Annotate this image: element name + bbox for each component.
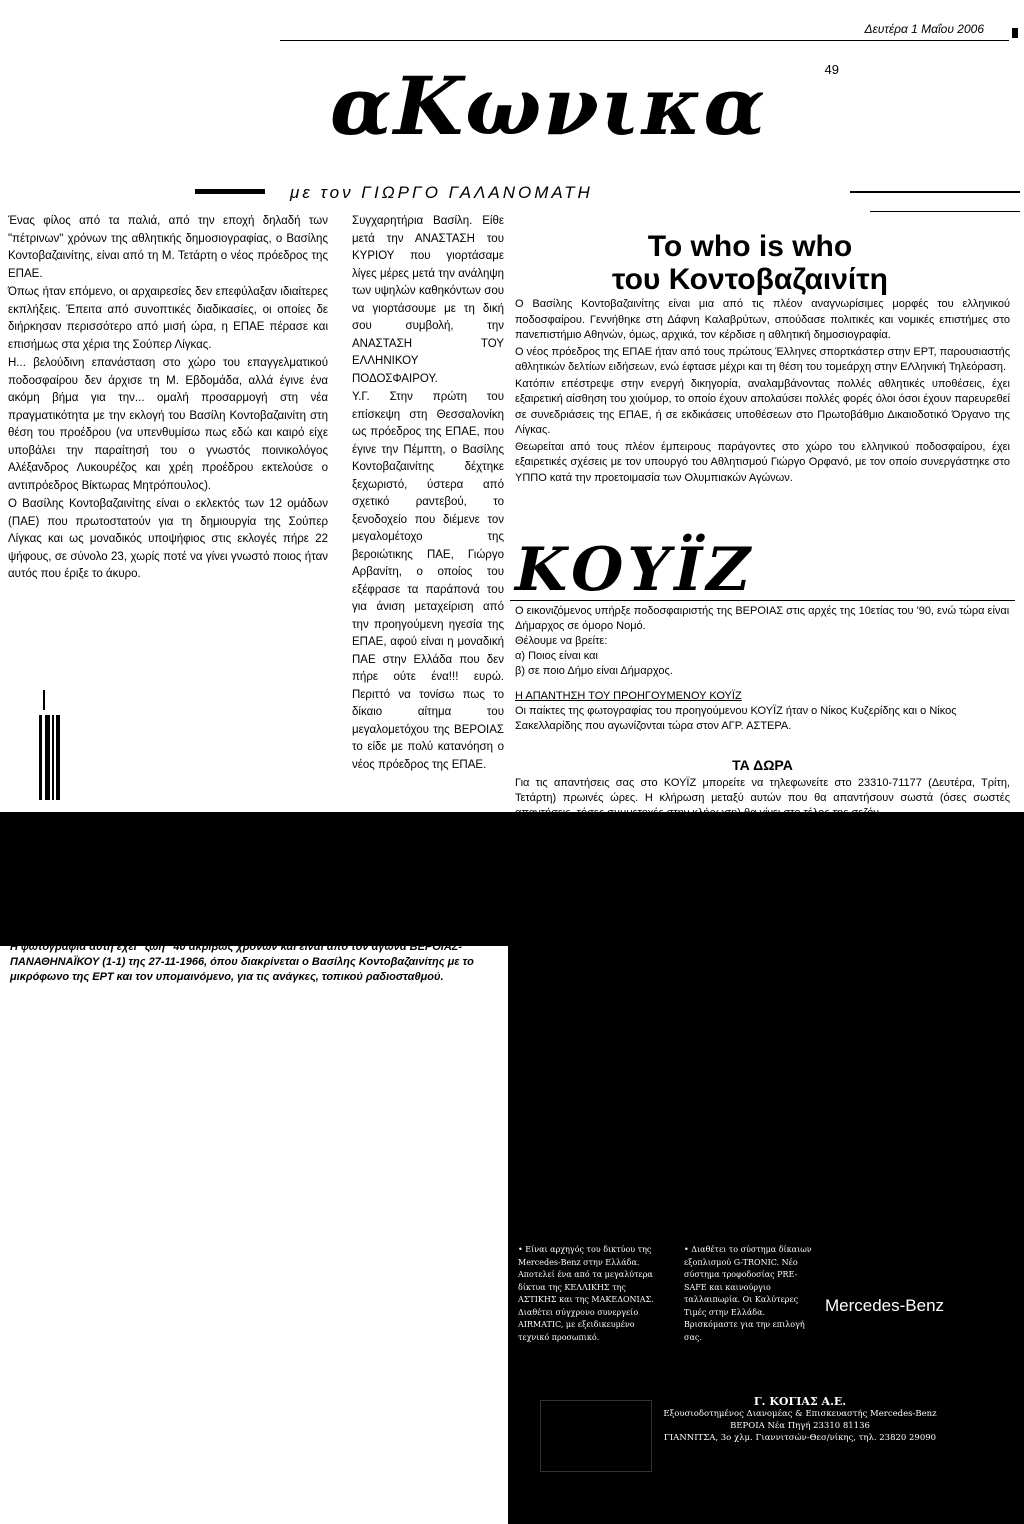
article-column-1: [8, 213, 328, 585]
ad-text-column-1: • Είναι αρχηγός του δικτύου της Mercedes-Benz στην Ελλάδα. Αποτελεί ένα από τα μεγαλύτερα δίκτυα της ΚΕΛΛΙΚΗΣ της ΑΣΤΙΚΗΣ και της ΜΑΚΕΔΟΝΙΑΣ. Διαθέτει σύγχρονο συνεργείο AIRMATIC, με εξειδικευμένο τεχνικό προσωπικό.: [518, 1245, 654, 1342]
ad-business-line: Εξουσιοδοτημένος Διανομέας & Επισκευαστής Mercedes-Benz: [663, 1409, 937, 1419]
decorative-rule-left: [195, 189, 265, 194]
column-masthead: αΚωνικα: [330, 59, 768, 153]
article-paragraph: Όπως ήταν επόμενο, οι αρχαιρεσίες δεν επεφύλαξαν ιδιαίτερες εκπλήξεις. Έπειτα από συνοπτικές διαδικασίες, οι οποίες δε διήρκησαν περισσότερο από μισή ώρα, η ΕΠΑΕ πέρασε και επισήμως στα χέρια της Σούπερ Λίγκας.: [8, 286, 328, 351]
ad-business-info: [660, 1396, 940, 1444]
whoiswho-paragraph: Κατόπιν επέστρεψε στην ενεργή δικηγορία, αναλαμβάνοντας πολλές αθλητικές υποθέσεις, έχει εξαιρετική αίσθηση του χιούμορ, το οποίο έχουν απολαύσει πολλές φορές όλοι όσοι έχουν παρευρεθεί σε συνεδριάσεις της ΕΠΑΕ, ή σε εκδικάσεις υποθέσεων στο Πρωτοβάθμιο Δικαιοδοτικό Όργανο της Λίγκας.: [515, 377, 1010, 436]
quiz-rule: [510, 600, 1015, 601]
whoiswho-text: [515, 297, 1010, 487]
ad-business-line: ΒΕΡΟΙΑ Νέα Πηγή 23310 81136: [730, 1421, 870, 1431]
ad-brand-name: Mercedes-Benz: [825, 1296, 945, 1315]
top-rule: [280, 40, 1009, 41]
ad-text-column-2: • Διαθέτει το σύστημα δίκαιων εξοπλισμού G-TRONIC. Νέο σύστημα τροφοδοσίας PRE-SAFE και καινούργιο ταλλαιπωρία. Οι Καλύτερες Τιμές στην Ελλάδα. Βρισκόμαστε για την επιλογή σας.: [684, 1245, 812, 1342]
whoiswho-paragraph: Ο νέος πρόεδρος της ΕΠΑΕ ήταν από τους πρώτους Έλληνες σπορτκάστερ στην ΕΡΤ, παρουσιαστής αθλητικών δελτίων ειδήσεων, ενώ έφτασε μέχρι και τη θέση του τομεάρχη στην ΕΛληνική Τηλεόραση.: [515, 345, 1010, 373]
barcode-mark: [35, 690, 65, 800]
decorative-rule-right-2: [870, 211, 1020, 212]
decorative-rule-right: [850, 191, 1020, 193]
article-paragraph: Ο Βασίλης Κοντοβαζαινίτης είναι ο εκλεκτός των 12 ομάδων (ΠΑΕ) που πρωτοστατούν για τη δημιουργία της Σούπερ Λίγκας και ως μοναδικός υποψήφιος στις εκλογές πήρε 22 ψήφους, σε σύνολο 23, χωρίς ποτέ να γίνει γνωστό ποιος ήταν αυτός που έριξε το άκυρο.: [8, 498, 328, 580]
whoiswho-title-line-1: Το who is who: [647, 230, 853, 263]
ad-business-line: ΓΙΑΝΝΙΤΣΑ, 3ο χλμ. Γιαννιτσών-Θεσ/νίκης, τηλ. 23820 29090: [663, 1433, 937, 1443]
whoiswho-paragraph: Ο Βασίλης Κοντοβαζαινίτης είναι μια από τις πλέον αναγνωρίσιμες μορφές του ελληνικού ποδοσφαίρου. Γεννήθηκε στη Δάφνη Καλαβρύτων, σπούδασε πολιτικές και νομικές επιστήμες στο πανεπιστήμιο Αθηνών, όμως, αρχικά, τον κέρδισε η αθλητική δημοσιογραφία.: [515, 298, 1010, 341]
quiz-text: [515, 604, 1010, 734]
article-paragraph: Η... βελούδινη επανάσταση στο χώρο του επαγγελματικού ποδοσφαίρου δεν άρχισε τη Μ. Εβδομάδα, αλλά έγινε ένα ακόμη βήμα για την... ομαλή προσαρμογή στη νέα πραγματικότητα με την εκλογή του Βασίλη Κοντοβαζαινίτη στη θέση του προέδρου (να υπενθυμίσω πως εδώ και καιρό είχε υποβάλει την παραίτησή του ο γνωστός ποινικολόγος Αλέξανδρος Λυκουρέζος και χρέη προέδρου εκτελούσε ο αντιπρόεδρος Βίκτωρας Μητρόπουλος).: [8, 357, 328, 492]
quiz-line: Θέλουμε να βρείτε:: [515, 635, 608, 647]
byline: με τον ΓΙΩΡΓΟ ΓΑΛΑΝΟΜΑΤΗ: [290, 183, 593, 202]
whoiswho-paragraph: Θεωρείται από τους πλέον έμπειρους παράγοντες στο χώρο του ελληνικού ποδοσφαίρου, έχει εξαιρετικές σχέσεις με τον υπουργό του Αθλητισμού Γιώργο Ορφανό, με τον οποίο συνεργάστηκε στο ΥΠΠΟ κατά την προετοιμασία των Ολυμπιακών Αγώνων.: [515, 440, 1010, 484]
quiz-title: ΚΟΥΪΖ: [515, 535, 755, 605]
whoiswho-title: [520, 230, 980, 296]
quiz-line: α) Ποιος είναι και: [515, 650, 598, 662]
article-paragraph: Υ.Γ. Στην πρώτη του επίσκεψη στη Θεσσαλονίκη ως πρόεδρος της ΕΠΑΕ, που έγινε την Πέμπτη, ο Βασίλης Κοντοβαζαινίτης δέχτηκε ξεχωριστό, ύστερα από σχετικό ραντεβού, το ξενοδοχείο που διέμενε τον μεγαλομέτοχο της βεροιώτικης ΠΑΕ, Γιώργο Αρβανίτη, ο οποίος του εξέφρασε τα παράπονά του για άνιση μεταχείριση από την προηγούμενη ηγεσία της ΕΠΑΕ, αφού είναι η μοναδική ΠΑΕ στην Ελλάδα που δεν πήρε ούτε ένα!!! ευρώ. Περιττό να τονίσω πως το δίκαιο αίτημα του μεγαλομετόχου της ΒΕΡΟΙΑΣ το είδε με πολύ κατανόηση ο νέος πρόεδρος της ΕΠΑΕ.: [352, 391, 504, 771]
gifts-title: ΤΑ ΔΩΡΑ: [732, 757, 793, 773]
issue-date: Δευτέρα 1 Μαΐου 2006: [864, 22, 984, 36]
photo-caption: Η φωτογραφία αυτή έχει "ζωή" 40 ακριβώς χρόνων και είναι από τον αγώνα ΒΕΡΟΙΑΣ-ΠΑΝΑΘΗΝΑΪΚΟΥ (1-1) της 27-11-1966, όπου διακρίνεται ο Βασίλης Κοντοβαζαινίτης με το μικρόφωνο της ΕΡΤ και τον υπομαινόμενο, για τις ανάγκες, τοπικού ραδιοσταθμού.: [10, 941, 474, 983]
ad-business-name: Γ. ΚΟΓΙΑΣ Α.Ε.: [753, 1395, 847, 1408]
article-column-2: [352, 213, 504, 775]
quiz-line: β) σε ποιο Δήμο είναι Δήμαρχος.: [515, 665, 673, 677]
whoiswho-title-line-2: του Κοντοβαζαινίτη: [612, 263, 888, 296]
quiz-answer-heading: Η ΑΠΑΝΤΗΣΗ ΤΟΥ ΠΡΟΗΓΟΥΜΕΝΟΥ ΚΟΥΪΖ: [515, 690, 742, 702]
gifts-paragraph: Για τις απαντήσεις σας στο ΚΟΥΪΖ μπορείτε να τηλεφωνείτε στο 23310-71177 (Δευτέρα, Τρίτη, Τετάρτη) πρωινές ώρες. Η κλήρωση μεταξύ αυτών που θα απαντήσουν σωστά (όσες σωστές: [515, 777, 1010, 804]
corner-mark: [1012, 28, 1018, 38]
article-paragraph: Συγχαρητήρια Βασίλη. Είθε μετά την ΑΝΑΣΤΑΣΗ του ΚΥΡΙΟΥ που γιορτάσαμε λίγες μέρες μετά την ανάληψη των υψηλών καθηκόντων σου να γιορτάσουμε με τη δική σου συμβολή, την ΑΝΑΣΤΑΣΗ ΤΟΥ ΕΛΛΗΝΙΚΟΥ ΠΟΔΟΣΦΑΙΡΟΥ.: [352, 215, 504, 385]
article-paragraph: Ένας φίλος από τα παλιά, από την εποχή δηλαδή των "πέτρινων" χρόνων της αθλητικής δημοσιογραφίας, ο Βασίλης Κοντοβαζαινίτης, είναι από τη Μ. Τετάρτη ο νέος πρόεδρος της ΕΠΑΕ.: [8, 215, 328, 280]
page-number: 49: [824, 62, 839, 77]
quiz-line: Ο εικονιζόμενος υπήρξε ποδοσφαιριστής της ΒΕΡΟΙΑΣ στις αρχές της 10ετίας του '90, ενώ τώρα είναι Δήμαρχος σε όμορο Νομό.: [515, 605, 1010, 632]
ad-logo-box: [540, 1400, 652, 1472]
quiz-answer-text: Οι παίκτες της φωτογραφίας του προηγούμενου ΚΟΥΪΖ ήταν ο Νίκος Κυζερίδης και ο Νίκος Σακελλαρίδης που αγωνίζονται τώρα στον ΑΓΡ. ΑΣΤΕΡΑ.: [515, 705, 957, 732]
